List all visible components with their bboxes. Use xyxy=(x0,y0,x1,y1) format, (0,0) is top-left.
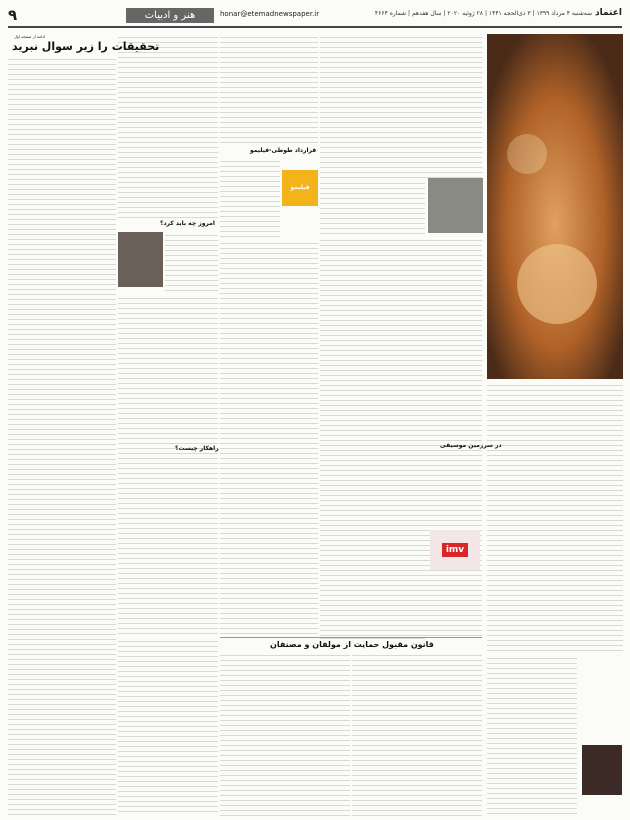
lead-photo xyxy=(487,34,623,379)
text-col-v2 xyxy=(352,652,482,817)
text-col-c3 xyxy=(320,237,482,637)
section-email: honar@etemadnewspaper.ir xyxy=(220,10,320,18)
text-col-l2 xyxy=(165,232,218,302)
filimo-logo xyxy=(282,170,318,206)
voice-headline: قانون مقبول حمایت از مولفان و مصنفان xyxy=(270,640,434,649)
lead-photo-art xyxy=(487,34,623,379)
text-col-m2 xyxy=(220,158,280,238)
text-col-r1 xyxy=(487,382,623,652)
author-portrait-c xyxy=(428,178,483,233)
text-col-c1 xyxy=(320,34,482,179)
sub-heading-music: در سرزمین موسیقی xyxy=(440,442,502,449)
sub-heading-today: امروز چه باید کرد؟ xyxy=(160,220,215,227)
text-col-v1 xyxy=(220,652,350,817)
text-col-l1 xyxy=(118,34,218,219)
author-portrait-r xyxy=(582,745,622,795)
imv-logo xyxy=(430,530,480,570)
section-label: هنر و ادبیات xyxy=(126,8,214,23)
page-header xyxy=(8,6,622,28)
text-col-v3 xyxy=(118,638,218,816)
author-portrait-l xyxy=(118,232,163,287)
newspaper-logo: اعتماد xyxy=(595,8,622,18)
text-col-m3 xyxy=(220,240,318,635)
text-col-r2 xyxy=(487,655,577,815)
text-col-m1 xyxy=(220,34,318,144)
sub-heading-solution: راهکار چیست؟ xyxy=(175,445,219,452)
text-col-l3 xyxy=(118,295,218,635)
main-kicker: ادامه از صفحه اول xyxy=(14,34,46,39)
page-number: ۹ xyxy=(8,6,18,24)
main-headline: تحقیقات را زیر سوال نبرید xyxy=(12,40,160,53)
issue-line: سه‌شنبه ۴ مرداد ۱۳۹۹ | ۳ ذی‌الحجه ۱۴۴۱ | ۲۸ ژوئیه ۲۰۲۰ | سال هفدهم | شماره ۴۶۶۴ xyxy=(374,10,592,17)
text-col-main1 xyxy=(8,56,116,816)
imv-logo-mark: imv xyxy=(442,543,468,557)
filimo-logo-text: فیلیمو xyxy=(290,184,310,191)
voice-divider xyxy=(220,637,482,638)
sub-heading-filimo: قرارداد طوطی-فیلیمو xyxy=(250,147,317,154)
